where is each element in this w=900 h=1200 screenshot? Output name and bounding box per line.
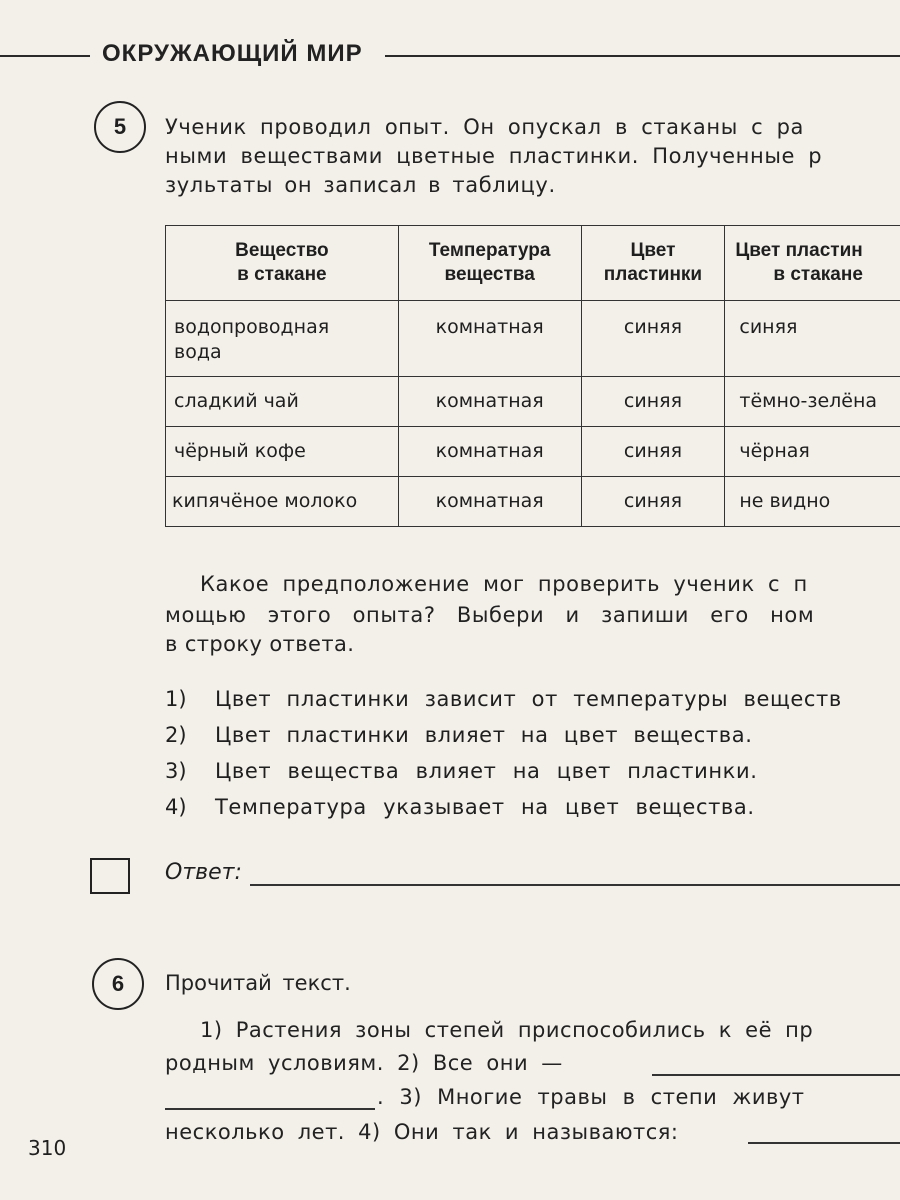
cell-color-in-glass: тёмно-зелёна [725, 377, 900, 427]
q5-question-line: в строку ответа. [165, 632, 355, 656]
q5-intro-line: ными веществами цветные пластинки. Полученные р [165, 144, 823, 168]
fill-blank-2[interactable] [165, 1108, 375, 1110]
cell-temperature: комнатная [398, 427, 581, 477]
cell-color-in-glass: чёрная [725, 427, 900, 477]
cell-color-in-glass: синяя [725, 301, 900, 377]
cell-temperature: комнатная [398, 377, 581, 427]
question-number-6: 6 [92, 958, 144, 1010]
q5-intro-line: зультаты он записал в таблицу. [165, 173, 556, 197]
table-header-substance: Вещество в стакане [166, 226, 399, 301]
cell-substance: кипячёное молоко [166, 477, 399, 527]
q5-question-line: Какое предположение мог проверить ученик с п [200, 572, 808, 596]
cell-plate-color: синяя [581, 477, 725, 527]
answer-line[interactable] [250, 884, 900, 886]
q5-intro-line: Ученик проводил опыт. Он опускал в стаканы с ра [165, 115, 804, 139]
cell-temperature: комнатная [398, 477, 581, 527]
answer-option-1: 1) Цвет пластинки зависит от температуры веществ [165, 687, 842, 711]
table-row [166, 427, 900, 477]
cell-temperature: комнатная [398, 301, 581, 377]
cell-substance: водопроводная вода [166, 301, 399, 377]
q6-text-line: . 3) Многие травы в степи живут [377, 1085, 805, 1109]
answer-checkbox[interactable] [90, 858, 130, 894]
answer-option-2: 2) Цвет пластинки влияет на цвет вещества. [165, 723, 753, 747]
q6-text-line: родным условиям. 2) Все они — [165, 1051, 563, 1075]
answer-label: Ответ: [165, 860, 242, 885]
answer-option-3: 3) Цвет вещества влияет на цвет пластинки. [165, 759, 758, 783]
q5-question-line: мощью этого опыта? Выбери и запиши его ном [165, 603, 815, 627]
page-number: 310 [28, 1136, 67, 1160]
header-rule-left [0, 55, 90, 57]
cell-plate-color: синяя [581, 301, 725, 377]
cell-plate-color: синяя [581, 377, 725, 427]
table-header-temperature: Температура вещества [398, 226, 581, 301]
fill-blank-1[interactable] [652, 1074, 900, 1076]
experiment-table [165, 225, 900, 527]
cell-substance: чёрный кофе [166, 427, 399, 477]
answer-option-4: 4) Температура указывает на цвет вещества. [165, 795, 755, 819]
cell-plate-color: синяя [581, 427, 725, 477]
question-number-5: 5 [94, 101, 146, 153]
q6-text-line: несколько лет. 4) Они так и называются: [165, 1120, 679, 1144]
subject-title: ОКРУЖАЮЩИЙ МИР [102, 40, 363, 67]
table-row [166, 477, 900, 527]
cell-color-in-glass: не видно [725, 477, 900, 527]
table-header-plate-color: Цвет пластинки [581, 226, 725, 301]
cell-substance: сладкий чай [166, 377, 399, 427]
q6-text-line: 1) Растения зоны степей приспособились к её пр [200, 1018, 814, 1042]
header-rule-right [385, 55, 900, 57]
table-row [166, 301, 900, 377]
table-header-color-in-glass: Цвет пластин в стакане [725, 226, 900, 301]
fill-blank-3[interactable] [748, 1142, 900, 1144]
q6-intro: Прочитай текст. [165, 971, 351, 995]
table-row [166, 377, 900, 427]
